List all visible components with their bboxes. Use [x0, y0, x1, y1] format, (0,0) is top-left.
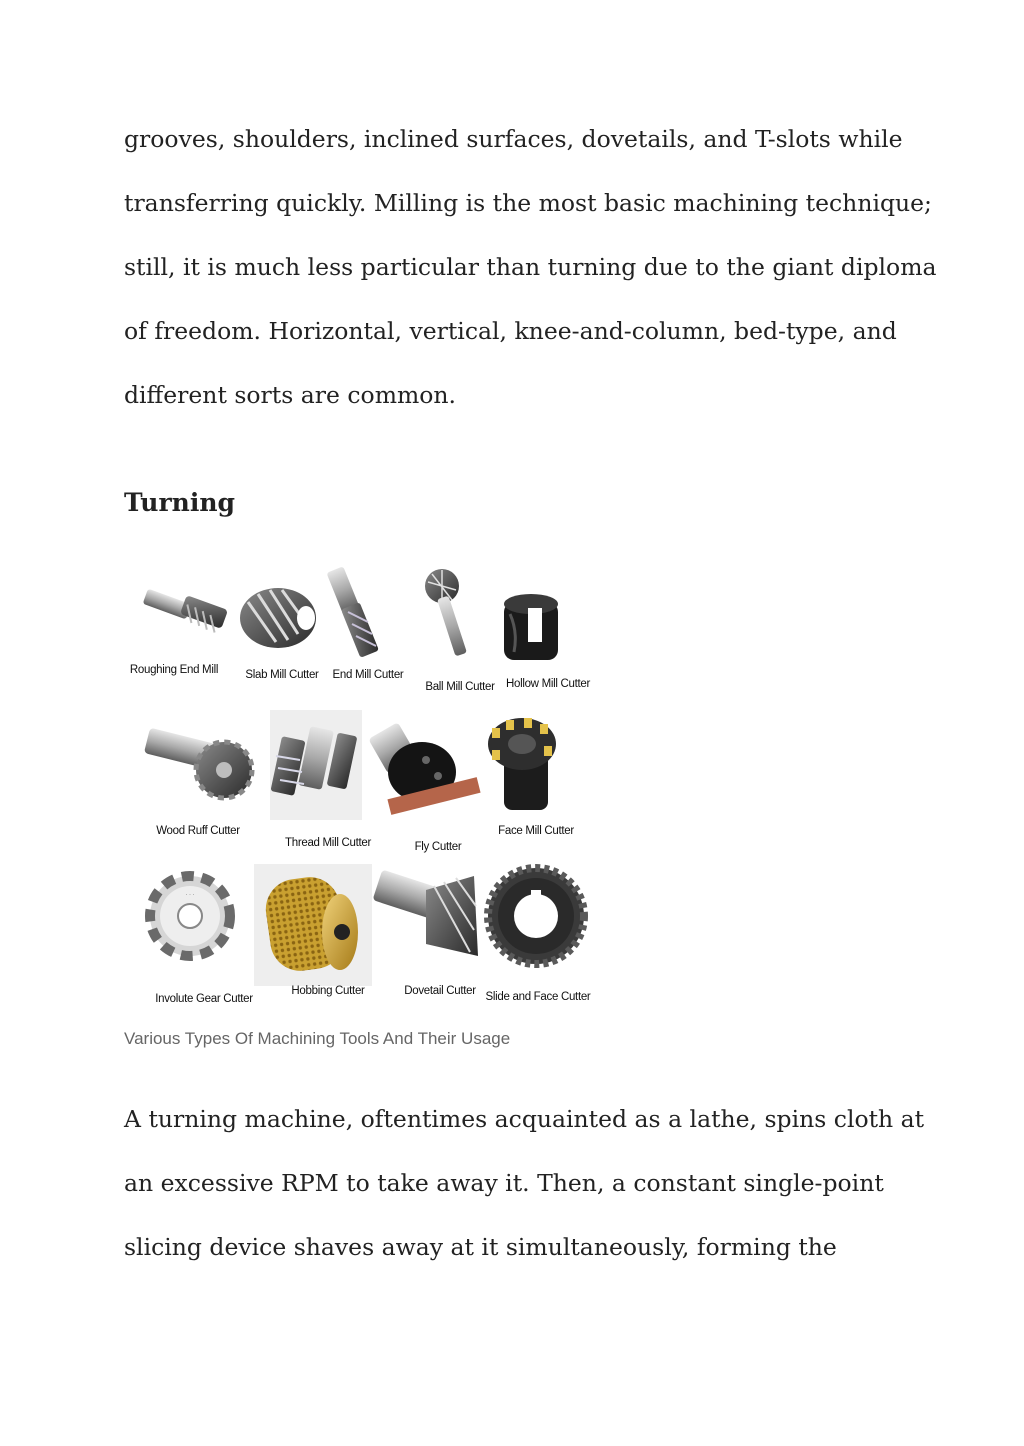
- fly-cutter-label: Fly Cutter: [414, 841, 462, 853]
- paragraph-line: an excessive RPM to take away it. Then, a constant single-point: [124, 1169, 884, 1197]
- body-paragraph-turning: [124, 1087, 925, 1279]
- dovetail-cutter-label: Dovetail Cutter: [404, 985, 476, 997]
- paragraph-line: grooves, shoulders, inclined surfaces, dovetails, and T-slots while: [124, 125, 903, 153]
- end-mill-cutter-icon: [326, 566, 379, 658]
- slide-and-face-cutter-icon: [488, 868, 584, 964]
- paragraph-line: of freedom. Horizontal, vertical, knee-and-column, bed-type, and: [124, 317, 897, 345]
- paragraph-line: different sorts are common.: [124, 381, 457, 409]
- machining-tools-figure: [126, 560, 600, 1012]
- face-mill-cutter-icon: [488, 718, 556, 810]
- ball-mill-cutter-label: Ball Mill Cutter: [425, 681, 495, 693]
- hollow-mill-cutter-icon: [504, 594, 558, 660]
- fly-cutter-icon: [368, 722, 480, 815]
- hollow-mill-cutter-label: Hollow Mill Cutter: [505, 678, 591, 690]
- hobbing-cutter-icon: [254, 864, 372, 986]
- svg-text:· · ·: · · ·: [185, 892, 195, 898]
- wood-ruff-cutter-label: Wood Ruff Cutter: [156, 825, 240, 837]
- body-paragraph-milling: [124, 107, 937, 427]
- roughing-end-mill-label: Roughing End Mill: [129, 664, 219, 676]
- roughing-end-mill-icon: [143, 589, 228, 633]
- thread-mill-cutter-label: Thread Mill Cutter: [285, 837, 371, 849]
- slab-mill-cutter-icon: [240, 588, 316, 648]
- slab-mill-cutter-label: Slab Mill Cutter: [245, 669, 319, 681]
- paragraph-line: transferring quickly. Milling is the most basic machining technique;: [124, 189, 932, 217]
- end-mill-cutter-label: End Mill Cutter: [332, 669, 404, 681]
- ball-mill-cutter-icon: [425, 569, 467, 656]
- involute-gear-cutter-icon: [150, 876, 230, 956]
- wood-ruff-cutter-icon: [144, 728, 252, 798]
- involute-gear-cutter-label: Involute Gear Cutter: [155, 993, 253, 1005]
- paragraph-line: slicing device shaves away at it simultaneously, forming the: [124, 1233, 837, 1261]
- paragraph-line: still, it is much less particular than turning due to the giant diploma: [124, 253, 937, 281]
- figure-caption: Various Types Of Machining Tools And Their Usage: [124, 1029, 511, 1048]
- paragraph-line: A turning machine, oftentimes acquainted as a lathe, spins cloth at: [124, 1105, 925, 1133]
- dovetail-cutter-icon: [373, 870, 478, 956]
- hobbing-cutter-label: Hobbing Cutter: [291, 985, 365, 997]
- face-mill-cutter-label: Face Mill Cutter: [498, 825, 574, 837]
- thread-mill-cutter-icon: [270, 710, 362, 820]
- slide-and-face-cutter-label: Slide and Face Cutter: [485, 991, 591, 1003]
- section-heading-turning: Turning: [124, 488, 235, 517]
